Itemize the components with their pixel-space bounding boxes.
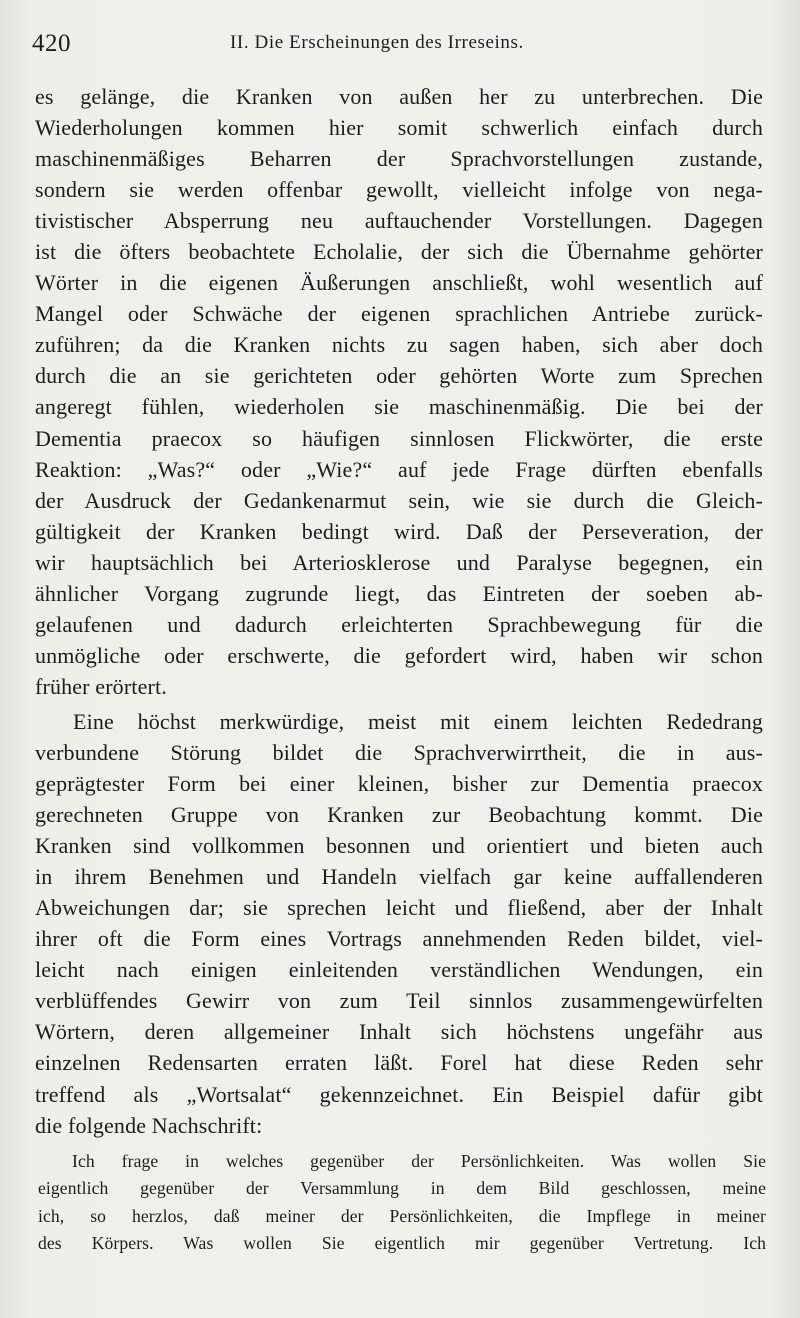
text-line: sondern sie werden offenbar gewollt, vielleicht infolge von nega- [35, 177, 763, 203]
text-line: wir hauptsächlich bei Arteriosklerose und Paralyse begegnen, ein [35, 549, 763, 575]
text-line: gelaufenen und dadurch erleichterten Sprachbewegung für die [35, 611, 763, 637]
text-line: Mangel oder Schwäche der eigenen sprachlichen Antriebe zurück- [35, 301, 763, 327]
text-line: treffend als „Wortsalat“ gekennzeichnet. Ein Beispiel dafür gibt [35, 1081, 763, 1107]
text-line: die folgende Nachschrift: [35, 1112, 263, 1138]
text-line: durch die an sie gerichteten oder gehörten Worte zum Sprechen [35, 363, 763, 389]
text-line: es gelänge, die Kranken von außen her zu unterbrechen. Die [35, 84, 763, 109]
page-number: 420 [32, 30, 71, 57]
text-line: Dementia praecox so häufigen sinnlosen Flickwörter, die erste [35, 425, 763, 451]
text-line: Wörtern, deren allgemeiner Inhalt sich höchstens ungefähr aus [35, 1019, 763, 1045]
text-line: verbundene Störung bildet die Sprachverwirrtheit, die in aus- [35, 739, 763, 765]
quote-line: des Körpers. Was wollen Sie eigentlich mir gegenüber Vertretung. Ich [38, 1232, 766, 1253]
text-line: Wörter in die eigenen Äußerungen anschließt, wohl wesentlich auf [35, 270, 763, 296]
text-line: gültigkeit der Kranken bedingt wird. Daß der Perseveration, der [35, 518, 763, 544]
text-line: verblüffendes Gewirr von zum Teil sinnlos zusammengewürfelten [35, 988, 763, 1014]
text-line: tivistischer Absperrung neu auftauchender Vorstellungen. Dagegen [35, 208, 763, 234]
running-head: II. Die Erscheinungen des Irreseins. [230, 32, 524, 53]
text-line: einzelnen Redensarten erraten läßt. Forel hat diese Reden sehr [35, 1050, 763, 1076]
quote-line: Ich frage in welches gegenüber der Persönlichkeiten. Was wollen Sie [72, 1151, 766, 1171]
text-line: geprägtester Form bei einer kleinen, bisher zur Dementia praecox [35, 771, 763, 797]
text-line: Reaktion: „Was?“ oder „Wie?“ auf jede Frage dürften ebenfalls [35, 456, 763, 482]
text-line: zuführen; da die Kranken nichts zu sagen haben, sich aber doch [35, 332, 763, 358]
text-line: unmögliche oder erschwerte, die gefordert wird, haben wir schon [35, 642, 763, 668]
text-line: früher erörtert. [35, 673, 167, 699]
text-line: maschinenmäßiges Beharren der Sprachvorstellungen zustande, [35, 146, 763, 172]
text-line: leicht nach einigen einleitenden verständlichen Wendungen, ein [35, 957, 763, 983]
page-header [30, 30, 770, 64]
text-line: Eine höchst merkwürdige, meist mit einem leichten Rededrang [73, 708, 763, 734]
text-line: gerechneten Gruppe von Kranken zur Beobachtung kommt. Die [35, 802, 763, 828]
paragraph-2 [35, 706, 763, 1141]
quote-line: ich, so herzlos, daß meiner der Persönlichkeiten, die Impflege in meiner [38, 1205, 766, 1226]
text-line: Abweichungen dar; sie sprechen leicht und fließend, aber der Inhalt [35, 895, 763, 921]
text-line: in ihrem Benehmen und Handeln vielfach gar keine auffallenderen [35, 864, 763, 890]
text-line: Kranken sind vollkommen besonnen und orientiert und bieten auch [35, 833, 763, 859]
text-line: ähnlicher Vorgang zugrunde liegt, das Eintreten der soeben ab- [35, 580, 763, 606]
quoted-transcript [38, 1148, 766, 1257]
text-line: ist die öfters beobachtete Echolalie, der sich die Übernahme gehörter [35, 239, 763, 265]
main-text [35, 81, 763, 1141]
text-line: ihrer oft die Form eines Vortrags annehmenden Reden bildet, viel- [35, 926, 763, 952]
quote-line: eigentlich gegenüber der Versammlung in dem Bild geschlossen, meine [38, 1178, 766, 1199]
text-line: Wiederholungen kommen hier somit schwerlich einfach durch [35, 115, 763, 141]
paragraph-1 [35, 81, 763, 702]
text-line: der Ausdruck der Gedankenarmut sein, wie sie durch die Gleich- [35, 487, 763, 513]
text-line: angeregt fühlen, wiederholen sie maschinenmäßig. Die bei der [35, 394, 763, 420]
